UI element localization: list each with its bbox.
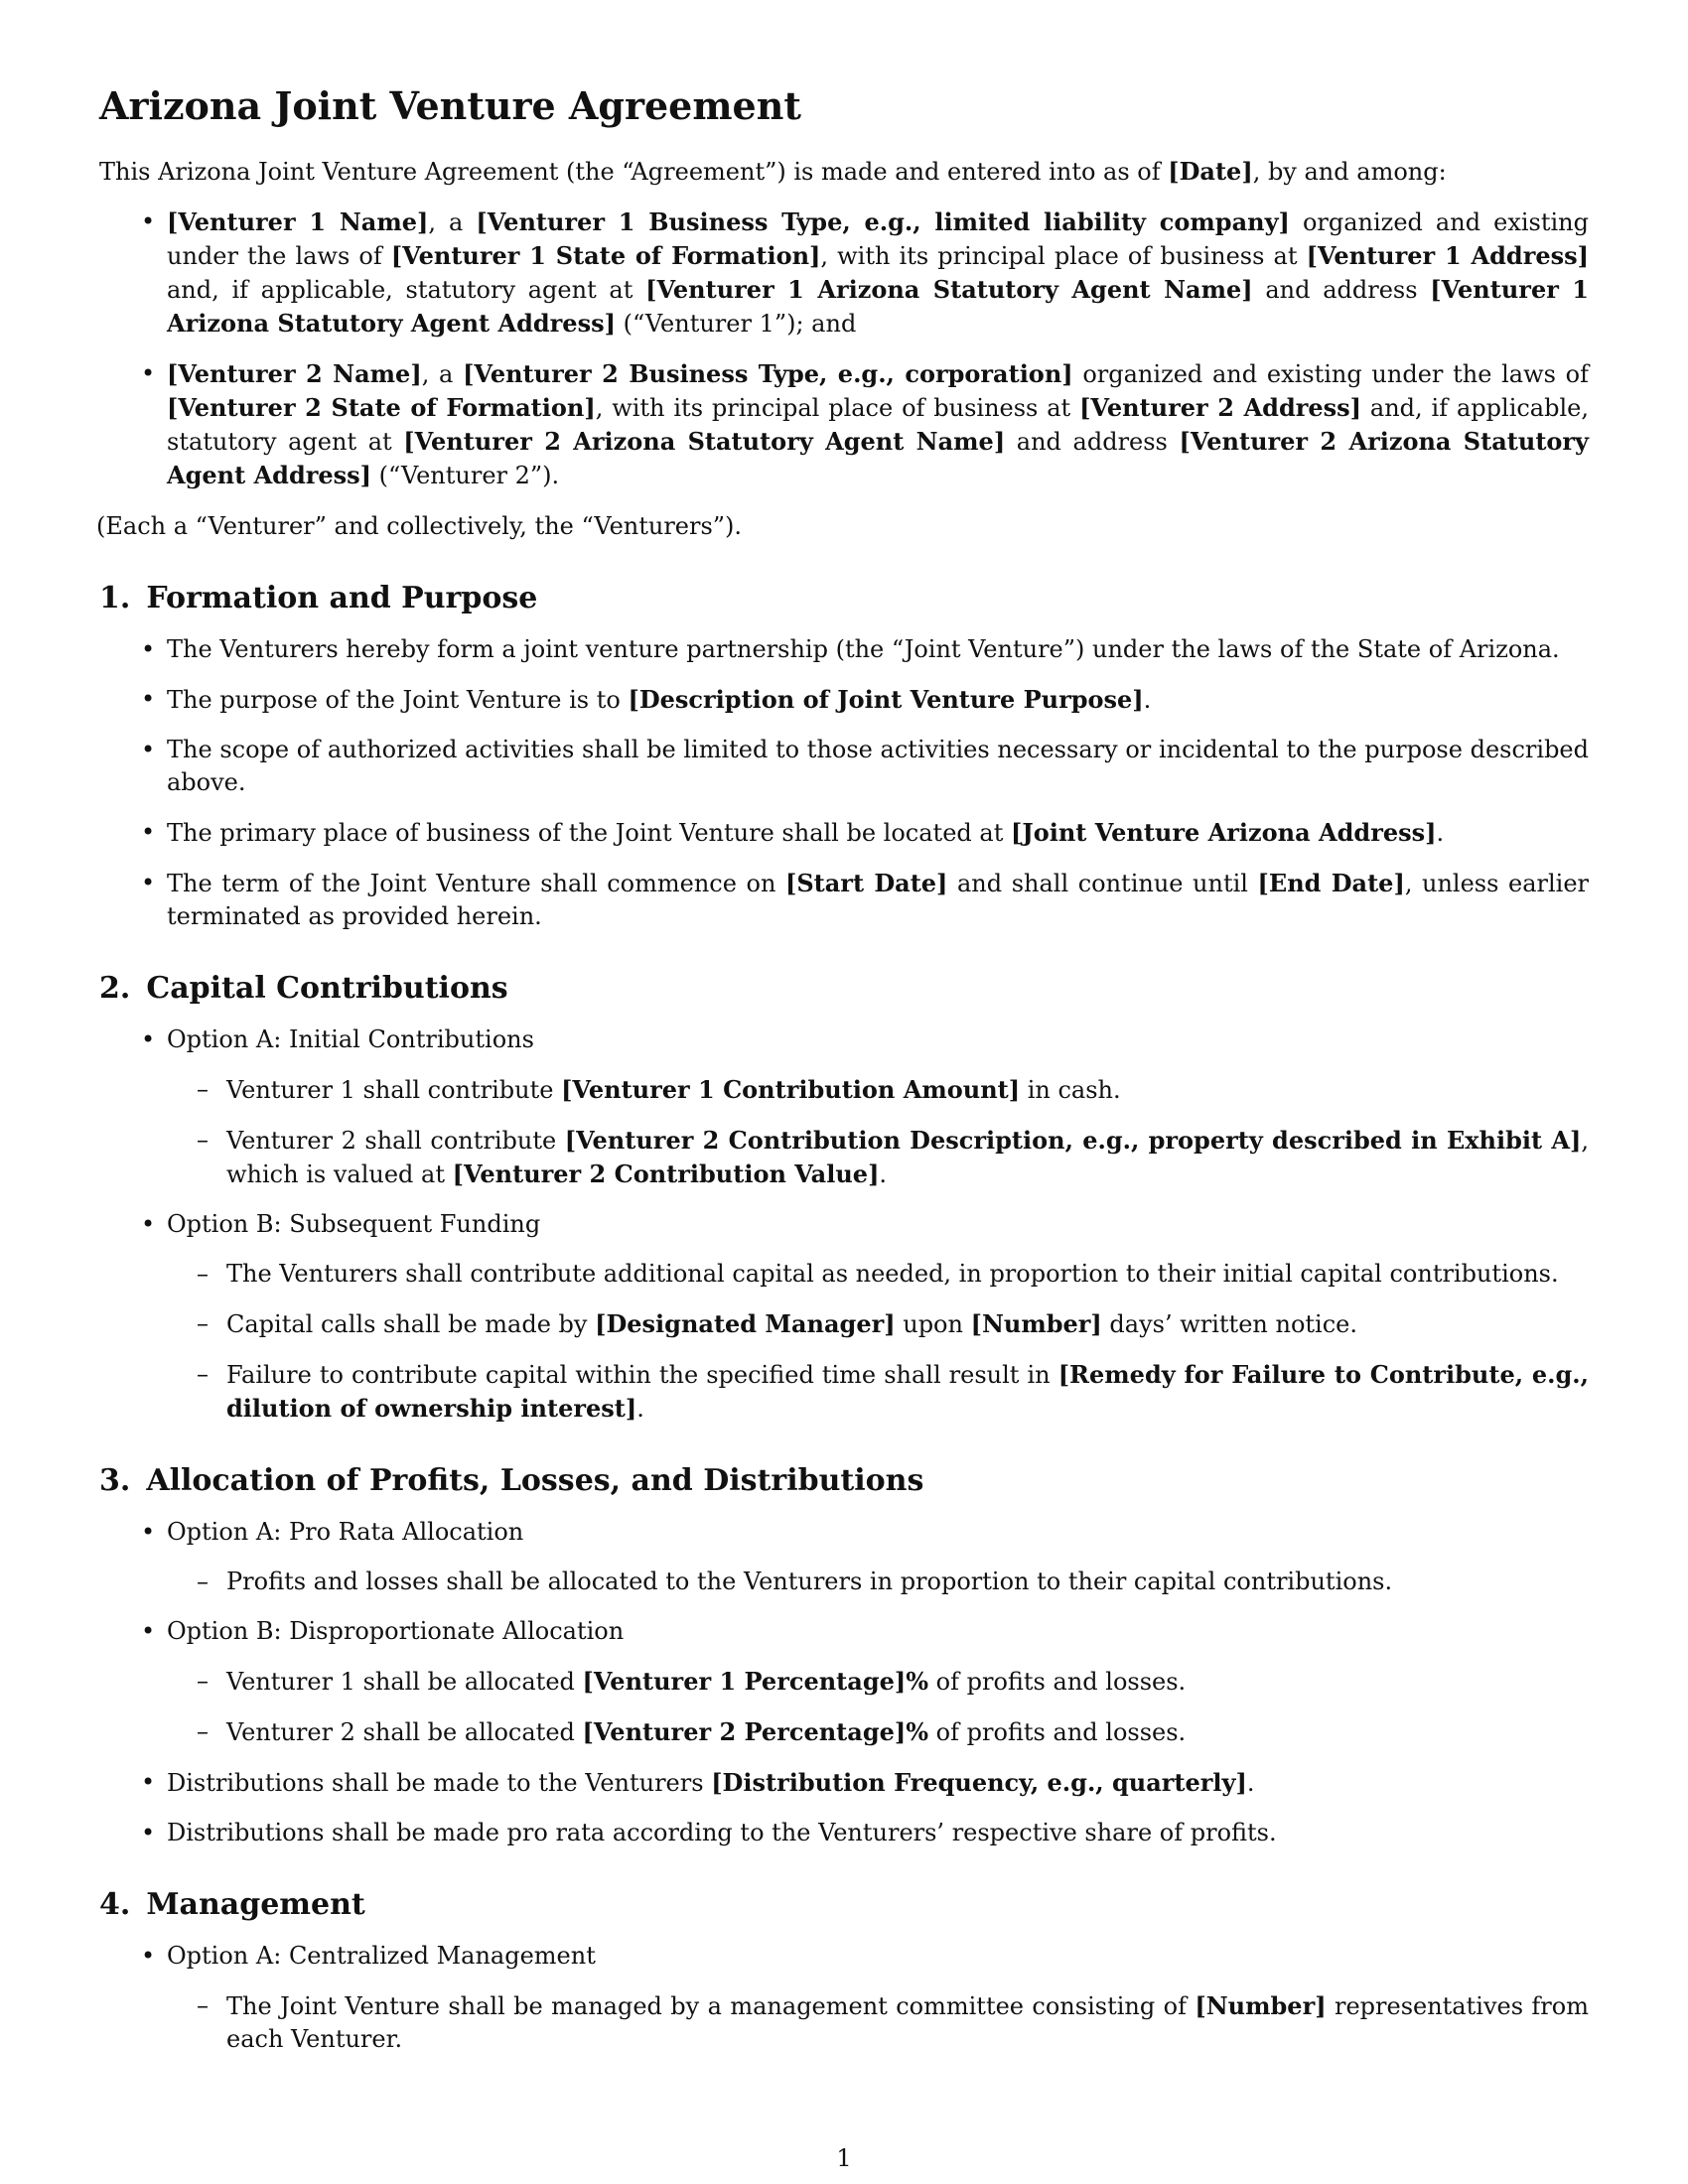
list-item [167, 1024, 1589, 1191]
venturer-list [99, 205, 1589, 492]
option-label: Option A: Centralized Management [167, 1941, 596, 1970]
option-label: Option B: Subsequent Funding [167, 1209, 541, 1238]
option-label: Option A: Pro Rata Allocation [167, 1517, 524, 1546]
text: . [1436, 818, 1445, 847]
contribution-description-placeholder: [Venturer 2 Contribution Description, e.g., property described in Exhibit A] [564, 1125, 1582, 1155]
text: The term of the Joint Venture shall commence on [167, 869, 785, 897]
section-title: Formation and Purpose [146, 580, 538, 615]
section-3-list [99, 1516, 1589, 1849]
text: days’ written notice. [1101, 1309, 1357, 1338]
contribution-value-placeholder: [Venturer 2 Contribution Value] [452, 1159, 880, 1188]
sub-list-item [226, 1124, 1589, 1191]
text: The primary place of business of the Joint Venture shall be located at [167, 818, 1011, 847]
text: organized and existing under the laws of [167, 207, 1589, 270]
sub-list-item: – The Venturers shall contribute additional capital as needed, in proportion to their initial capital contributions. [226, 1258, 1589, 1291]
section-4-heading [99, 1887, 1589, 1923]
list-item [167, 683, 1589, 717]
venturer-1-address: [Venturer 1 Address] [1306, 240, 1590, 270]
sub-list [167, 1566, 1589, 1598]
venturer-2-agent-name: [Venturer 2 Arizona Statutory Agent Name] [403, 426, 1006, 456]
text: , unless earlier terminated as provided herein. [167, 869, 1590, 930]
sub-list-item [226, 1989, 1589, 2056]
venturer-2-name: [Venturer 2 Name] [167, 358, 422, 388]
list-item [167, 867, 1589, 933]
venturer-2-item [167, 357, 1589, 492]
sub-list-item [226, 1665, 1589, 1699]
text: The Joint Venture shall be managed by a management committee consisting of [226, 1991, 1196, 2020]
sub-list [167, 1665, 1589, 1749]
venturer-1-agent-name: [Venturer 1 Arizona Statutory Agent Name] [645, 274, 1253, 304]
text: and address [1005, 427, 1180, 456]
venturer-2-agent-address: [Venturer 2 Arizona Statutory Agent Address] [167, 426, 1589, 489]
percentage-placeholder: [Venturer 2 Percentage]% [582, 1716, 929, 1746]
designated-manager-placeholder: [Designated Manager] [595, 1308, 896, 1338]
purpose-placeholder: [Description of Joint Venture Purpose] [628, 684, 1144, 714]
section-1-list [99, 633, 1589, 933]
text: Failure to contribute capital within the specified time shall result in [226, 1360, 1058, 1389]
section-number: 3. [99, 1462, 131, 1498]
date-placeholder: [Date] [1168, 156, 1253, 186]
venturer-1-item [167, 205, 1589, 341]
text: upon [895, 1309, 971, 1338]
section-title: Allocation of Profits, Losses, and Distributions [146, 1462, 924, 1498]
venturer-2-type: [Venturer 2 Business Type, e.g., corporation] [463, 358, 1073, 388]
list-item [167, 1766, 1589, 1800]
text: of profits and losses. [928, 1667, 1187, 1696]
list-item [167, 1516, 1589, 1598]
text: in cash. [1020, 1075, 1121, 1104]
percentage-placeholder: [Venturer 1 Percentage]% [582, 1666, 929, 1696]
text: Distributions shall be made to the Venturers [167, 1768, 712, 1797]
text: , with its principal place of business at [595, 393, 1080, 422]
section-2-list [99, 1024, 1589, 1426]
text: and shall continue until [947, 869, 1258, 897]
text: Venturer 1 shall be allocated [226, 1667, 583, 1696]
remedy-placeholder: [Remedy for Failure to Contribute, e.g., dilution of ownership interest] [226, 1359, 1589, 1423]
text: , a [428, 207, 477, 236]
intro-text-end: , by and among: [1252, 157, 1447, 186]
text: . [1246, 1768, 1255, 1797]
intro-paragraph [99, 155, 1589, 189]
text: , a [421, 359, 464, 388]
text: representatives from each Venturer. [226, 1991, 1589, 2053]
list-item [167, 1208, 1589, 1426]
text: . [879, 1160, 888, 1188]
list-item: • Distributions shall be made pro rata according to the Venturers’ respective share of profits. [167, 1817, 1589, 1849]
list-item: • The scope of authorized activities shall be limited to those activities necessary or incidental to the purpose described above. [167, 734, 1589, 799]
text: and, if applicable, statutory agent at [167, 393, 1589, 456]
section-4-list [99, 1940, 1589, 2056]
sub-list-item [226, 1715, 1589, 1749]
list-item [167, 816, 1589, 850]
sub-list-item [226, 1358, 1589, 1426]
text: organized and existing under the laws of [1072, 359, 1589, 388]
sub-list-item [226, 1307, 1589, 1341]
venturer-1-state: [Venturer 1 State of Formation] [390, 240, 821, 270]
number-placeholder: [Number] [1195, 1990, 1327, 2020]
document-title: Arizona Joint Venture Agreement [99, 83, 801, 128]
text: (“Venturer 2”). [371, 461, 560, 489]
sub-list-item [226, 1073, 1589, 1107]
list-item [167, 1615, 1589, 1749]
text: , which is valued at [226, 1126, 1589, 1188]
venturers-definition: (Each a “Venturer” and collectively, the “Venturers”). [96, 511, 743, 540]
start-date-placeholder: [Start Date] [784, 868, 948, 897]
venturer-2-state: [Venturer 2 State of Formation] [167, 392, 596, 422]
text: and, if applicable, statutory agent at [167, 275, 646, 304]
section-2-heading [99, 971, 1589, 1007]
section-title: Capital Contributions [146, 970, 508, 1006]
page-number: 1 [836, 2144, 852, 2172]
text: of profits and losses. [928, 1717, 1187, 1746]
section-3-heading [99, 1463, 1589, 1499]
document-page [96, 83, 1590, 2056]
list-item: • The Venturers hereby form a joint venture partnership (the “Joint Venture”) under the laws of the State of Arizona. [167, 633, 1589, 666]
section-number: 2. [99, 970, 131, 1006]
end-date-placeholder: [End Date] [1257, 868, 1405, 897]
text: and address [1252, 275, 1431, 304]
sub-list [167, 1989, 1589, 2056]
intro-text: This Arizona Joint Venture Agreement (the “Agreement”) is made and entered into as of [99, 157, 1169, 186]
section-1-heading [99, 581, 1589, 616]
venturer-1-agent-address: [Venturer 1 Arizona Statutory Agent Address] [167, 274, 1590, 338]
section-number: 4. [99, 1886, 131, 1922]
section-number: 1. [99, 580, 131, 615]
text: . [636, 1394, 644, 1423]
option-label: Option B: Disproportionate Allocation [167, 1616, 625, 1645]
venturer-1-type: [Venturer 1 Business Type, e.g., limited liability company] [476, 206, 1290, 236]
text: Venturer 2 shall contribute [226, 1126, 565, 1155]
text: . [1143, 685, 1152, 714]
venturer-2-address: [Venturer 2 Address] [1079, 392, 1362, 422]
sub-list-item: – Profits and losses shall be allocated to the Venturers in proportion to their capital contributions. [226, 1566, 1589, 1598]
text: Capital calls shall be made by [226, 1309, 596, 1338]
number-placeholder: [Number] [970, 1308, 1102, 1338]
text: Venturer 2 shall be allocated [226, 1717, 583, 1746]
text: , with its principal place of business at [820, 241, 1307, 270]
section-title: Management [146, 1886, 365, 1922]
text: (“Venturer 1”); and [615, 309, 857, 338]
text: Venturer 1 shall contribute [226, 1075, 562, 1104]
text: The purpose of the Joint Venture is to [167, 685, 629, 714]
option-label: Option A: Initial Contributions [167, 1024, 534, 1053]
venturer-1-name: [Venturer 1 Name] [167, 206, 429, 236]
list-item [167, 1940, 1589, 2056]
contribution-amount-placeholder: [Venturer 1 Contribution Amount] [561, 1074, 1021, 1104]
sub-list [167, 1258, 1589, 1426]
distribution-frequency-placeholder: [Distribution Frequency, e.g., quarterly] [711, 1767, 1247, 1797]
sub-list [167, 1073, 1589, 1191]
jv-address-placeholder: [Joint Venture Arizona Address] [1010, 817, 1437, 847]
